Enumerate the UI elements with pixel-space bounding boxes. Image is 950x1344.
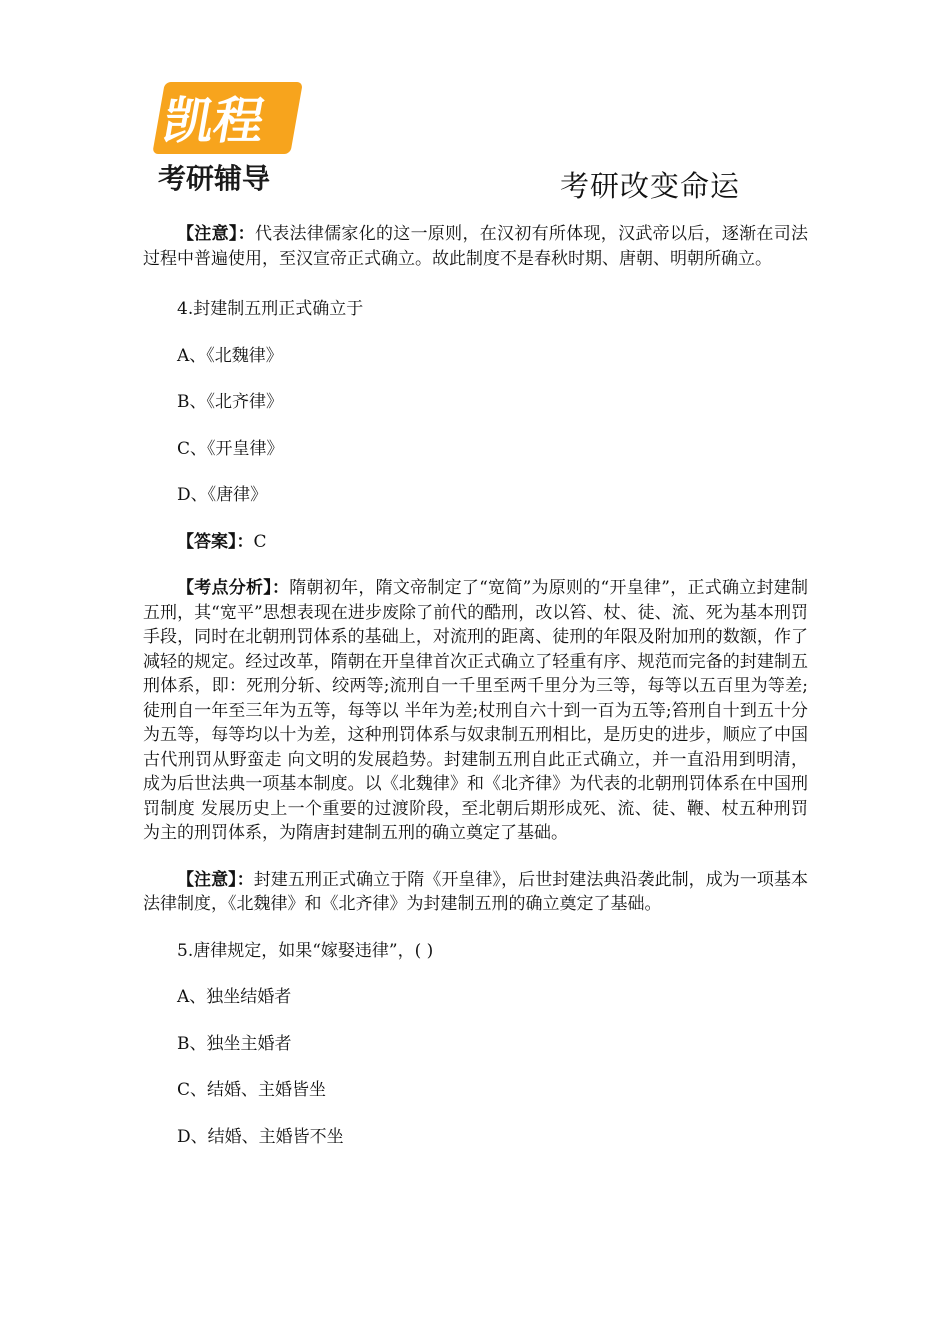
note-label-2: 【注意】： — [177, 869, 254, 890]
logo-brand-text: 凯程 — [158, 91, 270, 150]
question-4-option-b: B、《北齐律》 — [177, 392, 283, 412]
header-slogan: 考研改变命运 — [560, 169, 741, 203]
question-4-answer — [143, 530, 808, 555]
question-4-note — [143, 868, 808, 917]
analysis-label: 【考点分析】： — [177, 578, 290, 598]
note-label: 【注意】： — [177, 224, 255, 244]
question-4-option-d: D、《唐律》 — [177, 485, 268, 505]
question-5-option-d: D、结婚、主婚皆不坐 — [177, 1126, 344, 1147]
question-5-option-a: A、独坐结婚者 — [177, 987, 292, 1007]
question-4-analysis — [143, 576, 808, 846]
note-paragraph-1 — [143, 222, 808, 271]
question-4-option-a: A、《北魏律》 — [177, 345, 283, 366]
question-4-option-c: C、《开皇律》 — [177, 438, 284, 459]
answer-label: 【答案】： — [177, 531, 254, 552]
analysis-text: 隋朝初年，隋文帝制定了“宽简”为原则的“开皇律”，正式确立封建制五刑，其“宽平”思想表现在进步废除了前代的酷刑，改以笞、杖、徒、流、死为基本刑罚手段，同时在北朝刑罚体系的基础上，对流刑的距离、徒刑的年限及附加刑的数额，作了减轻的规定。经过改革，隋朝在开皇律首次正式确立了轻重有序、规范而完备的封建制五刑体系，即：死刑分斩、绞两等;流刑自一千里至两千里分为三等，每等以五百里为等差;徒刑自一年至三年为五等，每等以 半年为差;杖刑自六十到一百为五等;笞刑自十到五十分为五等，每等均以十为差，这种刑罚体系与奴隶制五刑相比，是历史的进步，顺应了中国古代刑罚从野蛮走 向文明的发展趋势。封建制五刑自此正式确立，并一直沿用到明清，成为后世法典一项基本制度。以《北魏律》和《北齐律》为代表的北朝刑罚体系在中国刑罚制度 发展历史上一个重要的过渡阶段，至北朝后期形成死、流、徒、鞭、杖五种刑罚为主的刑罚体系，为隋唐封建制五刑的确立奠定了基础。 — [143, 578, 809, 843]
logo-subtitle: 考研辅导 — [158, 162, 271, 195]
question-5-option-b: B、独坐主婚者 — [177, 1033, 292, 1054]
logo — [150, 76, 310, 196]
note-text: 代表法律儒家化的这一原则，在汉初有所体现，汉武帝以后，逐渐在司法过程中普遍使用，至汉宣帝正式确立。故此制度不是春秋时期、唐朝、明朝所确立。 — [143, 224, 809, 269]
logo-graphic — [150, 76, 310, 196]
note-text-2: 封建五刑正式确立于隋《开皇律》，后世封建法典沿袭此制，成为一项基本法律制度，《北魏律》和《北齐律》为封建制五刑的确立奠定了基础。 — [143, 869, 809, 914]
question-5-title: 5.唐律规定，如果“嫁娶违律”，( ) — [177, 940, 434, 961]
question-5-option-c: C、结婚、主婚皆坐 — [177, 1080, 327, 1100]
answer-value: C — [253, 531, 267, 552]
question-4-title: 4.封建制五刑正式确立于 — [177, 299, 364, 319]
document-body — [143, 222, 808, 1149]
